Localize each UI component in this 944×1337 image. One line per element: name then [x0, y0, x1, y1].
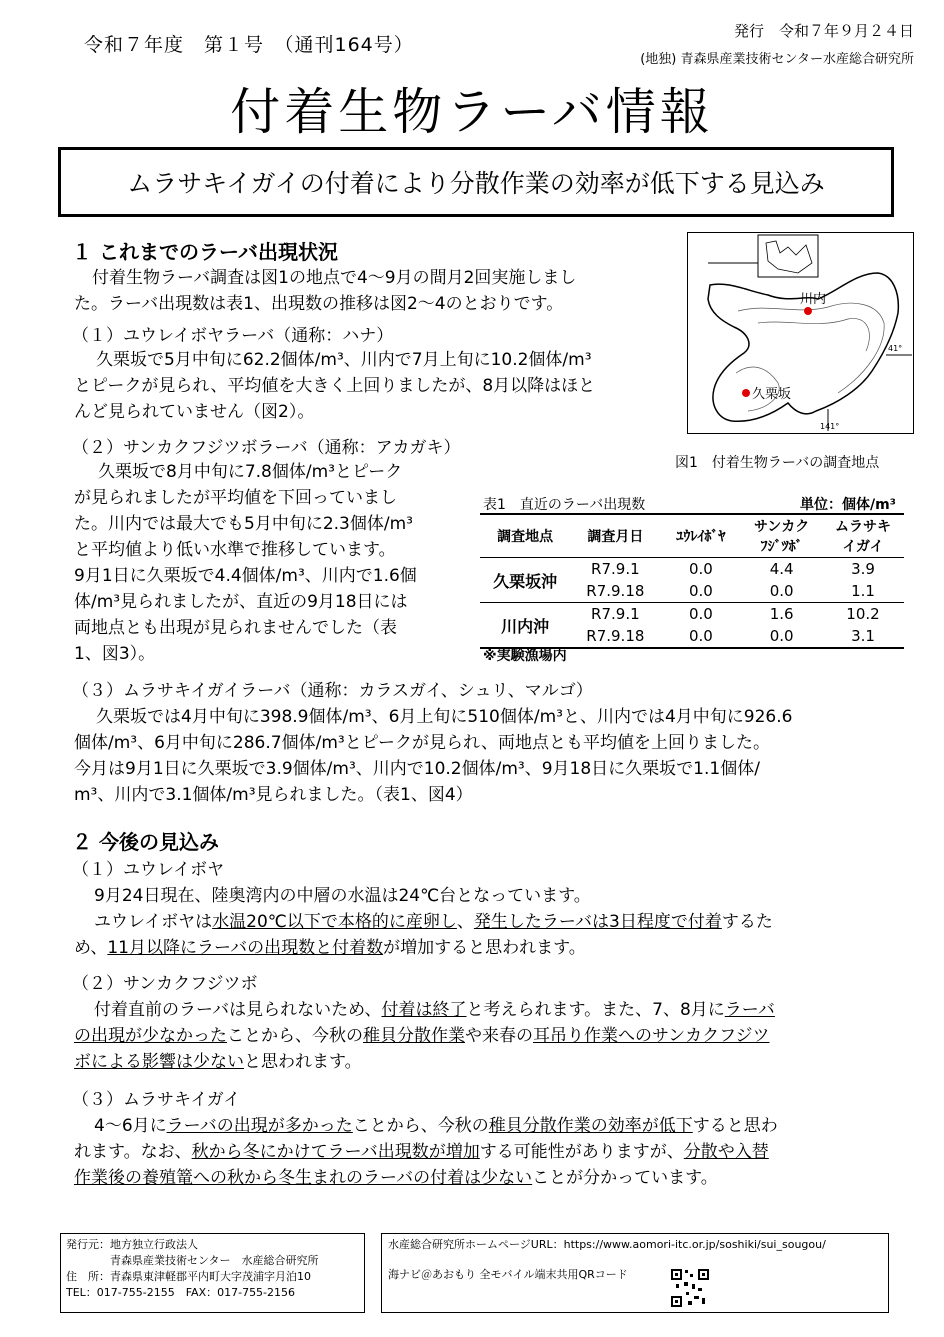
value-cell: 10.2 [846, 605, 880, 623]
kuguri-label: 久栗坂 [752, 387, 792, 402]
s2-sub1-line2: ユウレイボヤは水温20℃以下で本格的に産卵し、発生したラーバは3日程度で付着するた [94, 912, 773, 932]
s2-sub2-line2: の出現が少なかったことから、今秋の稚貝分散作業や来春の耳吊り作業へのサンカクフジツ [74, 1026, 770, 1046]
s2-sub1-line1: 9月24日現在、陸奥湾内の中層の水温は24℃台となっています。 [94, 886, 591, 906]
sub1-line3: んど見られていません（図2）。 [74, 402, 315, 422]
kuguri-station-marker [742, 389, 750, 397]
value-cell: 3.9 [851, 560, 875, 578]
map-caption: 図1 付着生物ラーバの調査地点 [675, 455, 880, 471]
section2-heading: ２ 今後の見込み [72, 830, 219, 854]
s2-sub3-heading: （３）ムラサキイガイ [72, 1090, 241, 1110]
footer-links-box [381, 1233, 889, 1313]
sub2-line5: 9月1日に久栗坂で4.4個体/m³、川内で1.6個 [74, 566, 417, 586]
footer-line: TEL：017-755-2155 FAX：017-755-2156 [66, 1286, 296, 1299]
site-cell: 久栗坂沖 [480, 558, 570, 603]
footer-line: 発行元：地方独立行政法人 [66, 1238, 198, 1251]
value-cell: 3.1 [822, 625, 904, 648]
sub3-line2: 個体/m³、6月中旬に286.7個体/m³とピークが見られ、両地点とも平均値を上回りました。 [74, 733, 771, 753]
sub1-line2: とピークが見られ、平均値を大きく上回りましたが、8月以降はほと [74, 376, 596, 396]
table-row [480, 603, 904, 626]
sub2-heading: （２）サンカクフジツボラーバ（通称：アカガキ） [72, 438, 461, 458]
section1-intro-line1: 付着生物ラーバ調査は図1の地点で4～9月の間月2回実施しまし [92, 268, 577, 288]
section1-intro-line2: た。ラーバ出現数は表1、出現数の推移は図2～4のとおりです。 [74, 294, 564, 314]
th-yureiboya: ﾕｳﾚｲﾎﾞﾔ [661, 514, 742, 558]
kawauchi-station-marker [804, 307, 812, 315]
th-date: 調査月日 [570, 514, 660, 558]
sub2-line2: が見られましたが平均値を下回っていまし [74, 488, 397, 508]
sub3-line3: 今月は9月1日に久栗坂で3.9個体/m³、川内で10.2個体/m³、9月18日に久栗坂で1.1個体/ [74, 759, 760, 779]
date-cell: R7.9.18 [570, 580, 660, 603]
larvae-table [480, 513, 904, 649]
table-title: 表1 直近のラーバ出現数 [483, 497, 646, 513]
bay-map-drawing [688, 233, 913, 433]
sub2-line4: と平均値より低い水準で推移しています。 [74, 540, 396, 560]
issue-date: 発行 令和７年９月２４日 [733, 22, 914, 40]
sub2-line3: た。川内では最大でも5月中旬に2.3個体/m³ [74, 514, 413, 534]
value-cell: 0.0 [688, 560, 713, 578]
headline-box [58, 147, 894, 217]
footer-publisher-box [60, 1233, 365, 1313]
s2-sub3-line1: 4～6月にラーバの出現が多かったことから、今秋の稚貝分散作業の効率が低下すると思わ [94, 1116, 778, 1136]
value-cell: 0.0 [661, 580, 742, 603]
section1-heading: １ これまでのラーバ出現状況 [72, 240, 338, 264]
th-murasaki: ムラサキ イガイ [822, 514, 904, 558]
value-cell: 0.0 [741, 625, 822, 648]
sub2-line1: 久栗坂で8月中旬に7.8個体/m³とピーク [98, 462, 403, 482]
latitude-label: 41° [888, 344, 903, 353]
issue-number: 令和７年度 第１号 （通刊164号） [84, 34, 414, 56]
sub3-heading: （３）ムラサキイガイラーバ（通称：カラスガイ、シュリ、マルゴ） [72, 681, 593, 701]
date-cell: R7.9.1 [591, 605, 640, 623]
s2-sub2-line3: ボによる影響は少ないと思われます。 [74, 1052, 362, 1072]
headline: ムラサキイガイの付着により分散作業の効率が低下する見込み [127, 169, 825, 198]
value-cell: 1.6 [769, 605, 794, 623]
publisher: (地独) 青森県産業技術センター水産総合研究所 [640, 52, 914, 67]
value-cell: 1.1 [822, 580, 904, 603]
sub1-heading: （１）ユウレイボヤラーバ（通称：ハナ） [72, 326, 394, 346]
homepage-url[interactable]: 水産総合研究所ホームページURL：https://www.aomori-itc.or.jp/soshiki/sui_sougou/ [388, 1238, 826, 1251]
th-site: 調査地点 [480, 514, 570, 558]
sub1-line1: 久栗坂で5月中旬に62.2個体/m³、川内で7月上旬に10.2個体/m³ [96, 350, 592, 370]
s2-sub1-line3: め、11月以降にラーバの出現数と付着数が増加すると思われます。 [74, 938, 586, 958]
sub3-line4: m³、川内で3.1個体/m³見られました。（表1、図4） [74, 785, 473, 805]
kawauchi-label: 川内 [800, 292, 827, 307]
survey-map [687, 232, 914, 434]
s2-sub2-heading: （２）サンカクフジツボ [72, 974, 258, 994]
s2-sub1-heading: （１）ユウレイボヤ [72, 860, 225, 880]
value-cell: 4.4 [769, 560, 794, 578]
sub2-line8: 1、図3）。 [74, 644, 156, 664]
value-cell: 0.0 [741, 580, 822, 603]
footer-line: 住 所：青森県東津軽郡平内町大字茂浦字月泊10 [66, 1270, 311, 1283]
date-cell: R7.9.18 [570, 625, 660, 648]
table-row [480, 558, 904, 581]
qr-code-icon[interactable] [670, 1268, 710, 1308]
s2-sub2-line1: 付着直前のラーバは見られないため、付着は終了と考えられます。また、7、8月にラーバ [94, 1000, 775, 1020]
qr-caption: 海ナビ＠あおもり 全モバイル端末共用QRコード [388, 1268, 628, 1281]
s2-sub3-line3: 作業後の養殖篭への秋から冬生まれのラーバの付着は少ないことが分かっています。 [74, 1168, 718, 1188]
sub2-line6: 体/m³見られましたが、直近の9月18日には [74, 592, 408, 612]
sub2-line7: 両地点とも出現が見られませんでした（表 [74, 618, 397, 638]
footer-line: 青森県産業技術センター 水産総合研究所 [66, 1254, 319, 1267]
page-title: 付着生物ラーバ情報 [230, 83, 714, 141]
sub3-line1: 久栗坂では4月中旬に398.9個体/m³、6月上旬に510個体/m³と、川内では4月中旬に926.6 [96, 707, 793, 727]
table-unit: 単位：個体/m³ [800, 497, 896, 513]
th-sankaku: サンカク ﾌｼﾞﾂﾎﾞ [741, 514, 822, 558]
value-cell: 0.0 [661, 625, 742, 648]
longitude-label: 141° [820, 422, 840, 431]
table-note: ※実験漁場内 [483, 648, 567, 664]
date-cell: R7.9.1 [591, 560, 640, 578]
value-cell: 0.0 [688, 605, 713, 623]
site-cell: 川内沖 [480, 603, 570, 649]
s2-sub3-line2: れます。なお、秋から冬にかけてラーバ出現数が増加する可能性がありますが、分散や入替 [74, 1142, 769, 1162]
